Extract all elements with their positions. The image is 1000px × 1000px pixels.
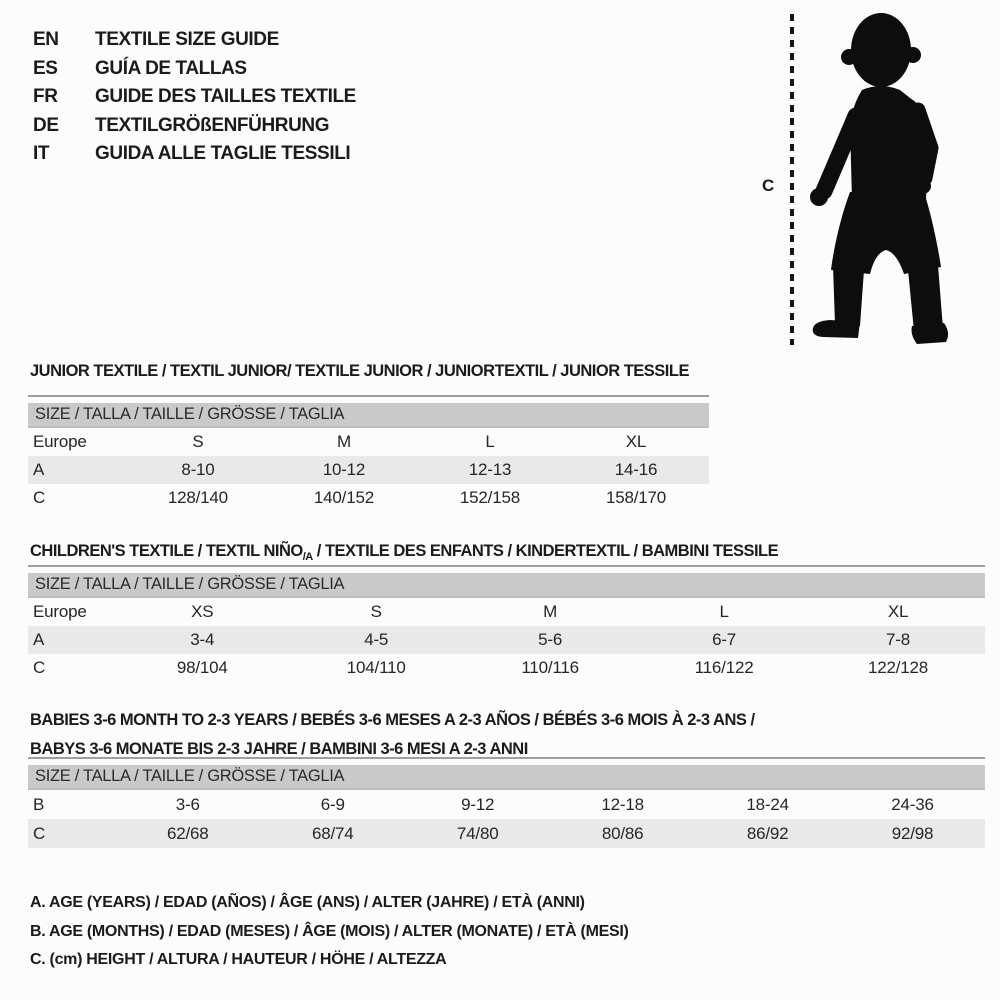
value-cell: 12-18 bbox=[601, 794, 644, 814]
junior-size-table bbox=[28, 395, 709, 512]
language-list bbox=[33, 26, 356, 169]
section-title-junior bbox=[30, 357, 689, 386]
row-label: C bbox=[33, 658, 46, 677]
size-cell: XL bbox=[887, 602, 909, 621]
size-cell: S bbox=[192, 432, 204, 451]
value-cell: 110/116 bbox=[521, 658, 579, 677]
size-header-bar: SIZE / TALLA / TAILLE / GRÖSSE / TAGLIA bbox=[28, 765, 985, 790]
table-row-age bbox=[28, 626, 985, 654]
value-cell: 18-24 bbox=[746, 794, 789, 814]
language-code: FR bbox=[33, 86, 58, 108]
row-label: C bbox=[33, 488, 46, 507]
table-top-rule bbox=[28, 757, 985, 759]
value-cell: 62/68 bbox=[167, 823, 209, 843]
section-title-line1: BABIES 3-6 MONTH TO 2-3 YEARS / BEBÉS 3-6 MESES A 2-3 AÑOS / BÉBÉS 3-6 MOIS À 2-3 ANS / bbox=[30, 711, 755, 729]
value-cell: 3-6 bbox=[175, 794, 200, 814]
section-title-line2: BABYS 3-6 MONATE BIS 2-3 JAHRE / BAMBINI 3-6 MESI A 2-3 ANNI bbox=[30, 739, 528, 758]
language-label: GUÍA DE TALLAS bbox=[95, 57, 247, 79]
language-code: ES bbox=[33, 57, 58, 79]
row-label: Europe bbox=[33, 602, 87, 621]
value-cell: 116/122 bbox=[694, 658, 754, 677]
language-code: DE bbox=[33, 114, 59, 136]
language-row-it bbox=[33, 140, 356, 169]
section-title-subscript: /A bbox=[302, 551, 313, 563]
row-label: A bbox=[33, 460, 45, 479]
value-cell: 8-10 bbox=[181, 460, 215, 479]
size-header-bar: SIZE / TALLA / TAILLE / GRÖSSE / TAGLIA bbox=[28, 403, 709, 428]
size-cell: M bbox=[336, 432, 351, 451]
value-cell: 3-4 bbox=[190, 630, 215, 649]
section-title-text: JUNIOR TEXTILE / TEXTIL JUNIOR/ TEXTILE JUNIOR / JUNIORTEXTIL / JUNIOR TESSILE bbox=[30, 362, 689, 380]
row-label: A bbox=[33, 630, 45, 649]
value-cell: 6-7 bbox=[712, 630, 737, 649]
table-row-height bbox=[28, 654, 985, 682]
value-cell: 68/74 bbox=[311, 823, 354, 843]
toddler-silhouette-shape bbox=[810, 13, 948, 344]
section-title-babies bbox=[30, 706, 755, 763]
value-cell: 140/152 bbox=[313, 488, 374, 507]
table-row-height bbox=[28, 484, 709, 512]
value-cell: 14-16 bbox=[614, 460, 658, 479]
value-cell: 6-9 bbox=[320, 794, 345, 814]
value-cell: 122/128 bbox=[867, 658, 929, 677]
value-cell: 4-5 bbox=[364, 630, 389, 649]
language-label: GUIDA ALLE TAGLIE TESSILI bbox=[95, 143, 351, 165]
value-cell: 5-6 bbox=[538, 630, 563, 649]
size-cell: L bbox=[719, 602, 729, 621]
value-cell: 9-12 bbox=[461, 794, 495, 814]
value-cell: 80/86 bbox=[601, 823, 644, 843]
toddler-silhouette bbox=[798, 6, 960, 346]
row-label: C bbox=[33, 823, 46, 843]
language-row-fr bbox=[33, 83, 356, 112]
value-cell: 98/104 bbox=[176, 658, 228, 677]
language-label: TEXTILGRÖßENFÜHRUNG bbox=[95, 114, 330, 136]
language-code: EN bbox=[33, 29, 59, 50]
footnotes bbox=[30, 889, 629, 975]
value-cell: 104/110 bbox=[346, 658, 406, 677]
value-cell: 74/80 bbox=[456, 823, 499, 843]
size-cell: S bbox=[370, 602, 382, 621]
footnote-b: B. AGE (MONTHS) / EDAD (MESES) / ÂGE (MOIS) / ALTER (MONATE) / ETÀ (MESI) bbox=[30, 922, 629, 940]
size-cell: XS bbox=[191, 602, 214, 621]
language-label: TEXTILE SIZE GUIDE bbox=[95, 29, 279, 50]
height-measure-label: C bbox=[762, 176, 775, 195]
value-cell: 92/98 bbox=[891, 823, 934, 843]
table-row-age bbox=[28, 456, 709, 484]
size-cell: M bbox=[543, 602, 558, 621]
children-size-table bbox=[28, 565, 985, 682]
size-cell: XL bbox=[625, 432, 647, 451]
language-row-de bbox=[33, 112, 356, 141]
row-label: B bbox=[33, 794, 45, 814]
value-cell: 86/92 bbox=[746, 823, 789, 843]
table-top-rule bbox=[28, 395, 709, 397]
value-cell: 7-8 bbox=[886, 630, 910, 649]
table-row-europe bbox=[28, 598, 985, 626]
table-row-age-months bbox=[28, 790, 985, 819]
section-title-text: / TEXTILE DES ENFANTS / KINDERTEXTIL / BAMBINI TESSILE bbox=[312, 542, 779, 560]
language-row-es bbox=[33, 55, 356, 84]
table-top-rule bbox=[28, 565, 985, 567]
size-cell: L bbox=[485, 432, 495, 451]
value-cell: 24-36 bbox=[891, 794, 934, 814]
value-cell: 158/170 bbox=[605, 488, 666, 507]
language-label: GUIDE DES TAILLES TEXTILE bbox=[95, 86, 356, 108]
babies-size-table bbox=[28, 757, 985, 848]
table-row-europe bbox=[28, 428, 709, 456]
language-code: IT bbox=[33, 143, 50, 165]
value-cell: 12-13 bbox=[468, 460, 512, 479]
size-header-bar: SIZE / TALLA / TAILLE / GRÖSSE / TAGLIA bbox=[28, 573, 985, 598]
language-row-en bbox=[33, 26, 356, 55]
table-row-height bbox=[28, 819, 985, 848]
value-cell: 152/158 bbox=[459, 488, 520, 507]
value-cell: 10-12 bbox=[322, 460, 366, 479]
section-title-text: CHILDREN'S TEXTILE / TEXTIL NIÑO bbox=[30, 542, 303, 560]
row-label: Europe bbox=[33, 432, 87, 451]
value-cell: 128/140 bbox=[167, 488, 228, 507]
footnote-a: A. AGE (YEARS) / EDAD (AÑOS) / ÂGE (ANS) / ALTER (JAHRE) / ETÀ (ANNI) bbox=[30, 894, 585, 911]
height-measure-dotted-line bbox=[790, 14, 794, 345]
footnote-c: C. (cm) HEIGHT / ALTURA / HAUTEUR / HÖHE / ALTEZZA bbox=[30, 951, 447, 969]
